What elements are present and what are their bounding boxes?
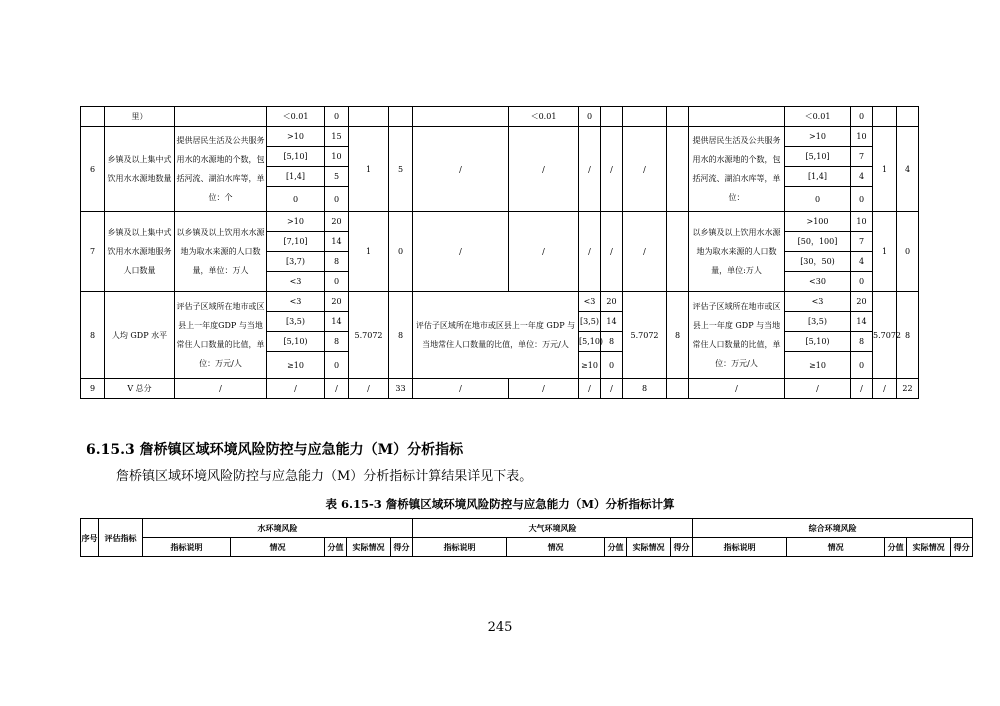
score-cell: 0 xyxy=(601,352,623,379)
range-cell: <3 xyxy=(579,292,601,312)
range-cell: ≥10 xyxy=(785,352,851,379)
actual-value: 5.7072 xyxy=(873,292,897,379)
score-cell: 10 xyxy=(325,147,349,167)
header-cond: 情况 xyxy=(507,538,605,557)
range-cell: >10 xyxy=(267,127,325,147)
score-cell: 8 xyxy=(325,332,349,352)
intro-paragraph: 詹桥镇区域环境风险防控与应急能力（M）分析指标计算结果详见下表。 xyxy=(116,469,533,484)
cell: / xyxy=(413,212,509,292)
cell: / xyxy=(509,127,579,212)
header-desc: 指标说明 xyxy=(413,538,507,557)
actual-value: 1 xyxy=(873,127,897,212)
score-cell: 0 xyxy=(325,272,349,292)
score-cell: 10 xyxy=(851,212,873,232)
score-cell: 0 xyxy=(851,187,873,212)
table-row xyxy=(81,292,919,312)
score-cell: 0 xyxy=(851,352,873,379)
range-cell: [3,5) xyxy=(267,312,325,332)
table-row xyxy=(81,212,919,232)
cell: ＜0.01 xyxy=(267,107,325,127)
range-cell: <30 xyxy=(785,272,851,292)
header-total: 得分 xyxy=(671,538,693,557)
cell xyxy=(667,379,689,399)
range-cell: [5,10] xyxy=(785,147,851,167)
score-cell: 20 xyxy=(325,292,349,312)
cell xyxy=(175,107,267,127)
row-number: 7 xyxy=(81,212,105,292)
cell xyxy=(81,107,105,127)
range-cell: [7,10] xyxy=(267,232,325,252)
cell: / xyxy=(509,379,579,399)
score-cell: 20 xyxy=(325,212,349,232)
table-row-total xyxy=(81,379,919,399)
cell: / xyxy=(509,212,579,292)
total-score: 4 xyxy=(897,127,919,212)
score-cell: 14 xyxy=(601,312,623,332)
cell: ＜0.01 xyxy=(785,107,851,127)
cell xyxy=(389,107,413,127)
indicator-name: 乡镇及以上集中式饮用水水源地服务人口数量 xyxy=(105,212,175,292)
cell: / xyxy=(873,379,897,399)
total-score: 8 xyxy=(897,292,919,379)
cell: ＜0.01 xyxy=(509,107,579,127)
cell: / xyxy=(623,127,667,212)
table-row xyxy=(81,107,919,127)
cell xyxy=(667,212,689,292)
table-header-row xyxy=(81,538,973,557)
total-score: 8 xyxy=(389,292,413,379)
cell: / xyxy=(601,212,623,292)
range-cell: ≥10 xyxy=(267,352,325,379)
range-cell: [50，100] xyxy=(785,232,851,252)
range-cell: >10 xyxy=(267,212,325,232)
score-cell: 7 xyxy=(851,147,873,167)
total-score: 8 xyxy=(667,292,689,379)
score-cell: 10 xyxy=(851,127,873,147)
header-desc: 指标说明 xyxy=(143,538,231,557)
page-number: 245 xyxy=(487,620,513,635)
range-cell: [1,4] xyxy=(267,167,325,187)
total-score: 0 xyxy=(897,212,919,292)
range-cell: [5,10) xyxy=(267,332,325,352)
actual-value: 5.7072 xyxy=(349,292,389,379)
row-number: 9 xyxy=(81,379,105,399)
cell: / xyxy=(325,379,349,399)
cell xyxy=(413,107,509,127)
table-row xyxy=(81,127,919,147)
cell xyxy=(667,107,689,127)
cell: / xyxy=(579,379,601,399)
cell: / xyxy=(175,379,267,399)
range-cell: [5,10) xyxy=(579,332,601,352)
range-cell: ≥10 xyxy=(579,352,601,379)
header-cond: 情况 xyxy=(787,538,885,557)
cell: / xyxy=(601,127,623,212)
cell: / xyxy=(689,379,785,399)
score-cell: 0 xyxy=(325,187,349,212)
cell: 0 xyxy=(579,107,601,127)
cell: 0 xyxy=(325,107,349,127)
total-score: 8 xyxy=(623,379,667,399)
header-desc: 指标说明 xyxy=(693,538,787,557)
range-cell: [5,10) xyxy=(785,332,851,352)
score-cell: 20 xyxy=(851,292,873,312)
cell: / xyxy=(267,379,325,399)
indicator-name: 乡镇及以上集中式饮用水水源地数量 xyxy=(105,127,175,212)
range-cell: [5,10] xyxy=(267,147,325,167)
header-total: 得分 xyxy=(951,538,973,557)
score-cell: 0 xyxy=(851,272,873,292)
header-indicator: 评估指标 xyxy=(99,519,143,557)
cell: 里） xyxy=(105,107,175,127)
indicator-name: V 总分 xyxy=(105,379,175,399)
range-cell: >10 xyxy=(785,127,851,147)
score-cell: 15 xyxy=(325,127,349,147)
range-cell: >100 xyxy=(785,212,851,232)
header-score: 分值 xyxy=(325,538,347,557)
range-cell: [3,5) xyxy=(785,312,851,332)
actual-value: 5.7072 xyxy=(623,292,667,379)
m-indicator-table xyxy=(80,518,973,557)
actual-value: 1 xyxy=(349,127,389,212)
cell xyxy=(667,127,689,212)
range-cell: [3,5) xyxy=(579,312,601,332)
cell: / xyxy=(413,127,509,212)
header-water-risk: 水环境风险 xyxy=(143,519,413,538)
range-cell: 0 xyxy=(267,187,325,212)
range-cell: 0 xyxy=(785,187,851,212)
indicator-table-continued xyxy=(80,106,919,399)
header-score: 分值 xyxy=(605,538,627,557)
section-heading: 6.15.3 詹桥镇区域环境风险防控与应急能力（M）分析指标 xyxy=(86,442,464,458)
cell: / xyxy=(623,212,667,292)
score-cell: 14 xyxy=(325,232,349,252)
cell: / xyxy=(601,379,623,399)
score-cell: 4 xyxy=(851,252,873,272)
score-cell: 7 xyxy=(851,232,873,252)
score-cell: 8 xyxy=(851,332,873,352)
cell: / xyxy=(413,379,509,399)
score-cell: 5 xyxy=(325,167,349,187)
cell: 0 xyxy=(851,107,873,127)
score-cell: 20 xyxy=(601,292,623,312)
cell xyxy=(623,107,667,127)
indicator-name: 人均 GDP 水平 xyxy=(105,292,175,379)
indicator-description: 评估子区域所在地市或区县上一年度 GDP 与当地常住人口数量的比值，单位：万元/人 xyxy=(689,292,785,379)
cell xyxy=(349,107,389,127)
header-cond: 情况 xyxy=(231,538,325,557)
range-cell: <3 xyxy=(785,292,851,312)
cell xyxy=(689,107,785,127)
header-actual: 实际情况 xyxy=(627,538,671,557)
range-cell: <3 xyxy=(267,292,325,312)
indicator-description: 以乡镇及以上饮用水水源地为取水来源的人口数量，单位:万人 xyxy=(689,212,785,292)
header-air-risk: 大气环境风险 xyxy=(413,519,693,538)
indicator-description: 提供居民生活及公共服务用水的水源地的个数，包括河流、湖泊水库等，单位： xyxy=(689,127,785,212)
cell: / xyxy=(349,379,389,399)
table-caption: 表 6.15-3 詹桥镇区域环境风险防控与应急能力（M）分析指标计算 xyxy=(325,497,675,511)
score-cell: 0 xyxy=(325,352,349,379)
cell xyxy=(601,107,623,127)
total-score: 5 xyxy=(389,127,413,212)
range-cell: [1,4] xyxy=(785,167,851,187)
table-header-row xyxy=(81,519,973,538)
range-cell: [30，50) xyxy=(785,252,851,272)
range-cell: <3 xyxy=(267,272,325,292)
score-cell: 14 xyxy=(851,312,873,332)
header-seq: 序号 xyxy=(81,519,99,557)
row-number: 6 xyxy=(81,127,105,212)
indicator-description: 评估子区域所在地市或区县上一年度GDP 与当地常住人口数量的比值，单位：万元/人 xyxy=(175,292,267,379)
cell: / xyxy=(579,212,601,292)
header-combined-risk: 综合环境风险 xyxy=(693,519,973,538)
total-score: 22 xyxy=(897,379,919,399)
score-cell: 4 xyxy=(851,167,873,187)
cell: / xyxy=(785,379,851,399)
range-cell: [3,7) xyxy=(267,252,325,272)
row-number: 8 xyxy=(81,292,105,379)
score-cell: 14 xyxy=(325,312,349,332)
total-score: 33 xyxy=(389,379,413,399)
header-score: 分值 xyxy=(885,538,907,557)
actual-value: 1 xyxy=(349,212,389,292)
header-total: 得分 xyxy=(391,538,413,557)
total-score: 0 xyxy=(389,212,413,292)
actual-value: 1 xyxy=(873,212,897,292)
indicator-description: 评估子区域所在地市或区县上一年度 GDP 与当地常住人口数量的比值，单位：万元/人 xyxy=(413,292,579,379)
indicator-description: 提供居民生活及公共服务用水的水源地的个数，包括河流、湖泊水库等，单位：个 xyxy=(175,127,267,212)
cell: / xyxy=(579,127,601,212)
score-cell: 8 xyxy=(325,252,349,272)
header-actual: 实际情况 xyxy=(347,538,391,557)
cell xyxy=(873,107,897,127)
cell: / xyxy=(851,379,873,399)
score-cell: 8 xyxy=(601,332,623,352)
cell xyxy=(897,107,919,127)
indicator-description: 以乡镇及以上饮用水水源地为取水来源的人口数量，单位：万人 xyxy=(175,212,267,292)
header-actual: 实际情况 xyxy=(907,538,951,557)
